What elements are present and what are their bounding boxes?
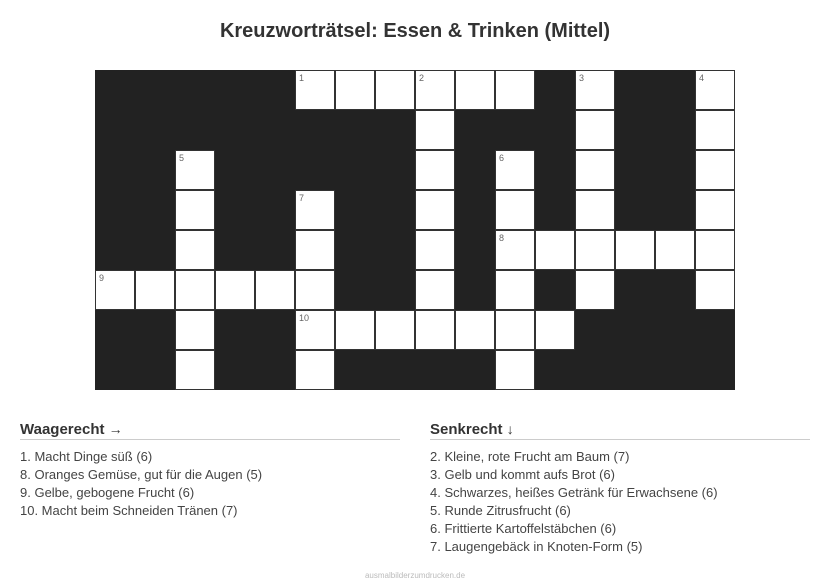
crossword-cell[interactable] bbox=[375, 310, 415, 350]
down-clue: 3. Gelb und kommt aufs Brot (6) bbox=[430, 467, 615, 482]
crossword-cell[interactable] bbox=[335, 310, 375, 350]
crossword-cell[interactable] bbox=[575, 70, 615, 110]
down-heading bbox=[430, 421, 810, 440]
crossword-cell[interactable] bbox=[415, 310, 455, 350]
down-heading-label: Senkrecht bbox=[430, 421, 503, 438]
crossword-cell[interactable] bbox=[95, 270, 135, 310]
crossword-cell[interactable] bbox=[495, 310, 535, 350]
crossword-cell[interactable] bbox=[695, 190, 735, 230]
across-heading bbox=[20, 421, 400, 440]
down-clue: 4. Schwarzes, heißes Getränk für Erwachsene (6) bbox=[430, 485, 718, 500]
clue-number: 6 bbox=[499, 153, 505, 163]
clue-number: 1 bbox=[299, 73, 305, 83]
clue-number: 3 bbox=[579, 73, 585, 83]
across-clue: 9. Gelbe, gebogene Frucht (6) bbox=[20, 485, 195, 500]
crossword-cell[interactable] bbox=[175, 270, 215, 310]
clue-number: 8 bbox=[499, 233, 505, 243]
crossword-cell[interactable] bbox=[295, 70, 335, 110]
crossword-cell[interactable] bbox=[535, 230, 575, 270]
puzzle-title: Kreuzworträtsel: Essen & Trinken (Mittel) bbox=[219, 20, 611, 42]
crossword-cell[interactable] bbox=[575, 270, 615, 310]
crossword-cell[interactable] bbox=[615, 230, 655, 270]
crossword-cell[interactable] bbox=[175, 190, 215, 230]
crossword-cell[interactable] bbox=[415, 70, 455, 110]
crossword-cell[interactable] bbox=[255, 270, 295, 310]
crossword-cell[interactable] bbox=[495, 150, 535, 190]
crossword-cell[interactable] bbox=[415, 110, 455, 150]
down-clue: 5. Runde Zitrusfrucht (6) bbox=[430, 503, 571, 518]
right-arrow-icon: → bbox=[108, 421, 123, 437]
crossword-cell[interactable] bbox=[175, 230, 215, 270]
crossword-cell[interactable] bbox=[495, 350, 535, 390]
crossword-cell[interactable] bbox=[215, 270, 255, 310]
crossword-cell[interactable] bbox=[295, 270, 335, 310]
crossword-cell[interactable] bbox=[175, 350, 215, 390]
crossword-cell[interactable] bbox=[495, 270, 535, 310]
crossword-cell[interactable] bbox=[695, 110, 735, 150]
clue-number: 4 bbox=[699, 73, 705, 83]
crossword-grid bbox=[95, 70, 735, 390]
crossword-cell[interactable] bbox=[295, 190, 335, 230]
crossword-cell[interactable] bbox=[295, 310, 335, 350]
across-clues-section bbox=[20, 421, 400, 520]
crossword-cell[interactable] bbox=[375, 70, 415, 110]
clue-number: 10 bbox=[299, 313, 310, 323]
crossword-cell[interactable] bbox=[175, 310, 215, 350]
crossword-cell[interactable] bbox=[455, 310, 495, 350]
crossword-cell[interactable] bbox=[695, 150, 735, 190]
crossword-cell[interactable] bbox=[175, 150, 215, 190]
down-arrow-icon: ↓ bbox=[506, 421, 514, 437]
across-clue: 10. Macht beim Schneiden Tränen (7) bbox=[20, 503, 238, 518]
crossword-cell[interactable] bbox=[415, 150, 455, 190]
crossword-cell[interactable] bbox=[415, 230, 455, 270]
crossword-cell[interactable] bbox=[535, 310, 575, 350]
across-clue: 8. Oranges Gemüse, gut für die Augen (5) bbox=[20, 467, 263, 482]
crossword-cell[interactable] bbox=[495, 70, 535, 110]
crossword-cell[interactable] bbox=[695, 270, 735, 310]
down-clue: 2. Kleine, rote Frucht am Baum (7) bbox=[430, 449, 630, 464]
clue-number: 2 bbox=[419, 73, 425, 83]
crossword-cell[interactable] bbox=[295, 230, 335, 270]
down-clue: 7. Laugengebäck in Knoten-Form (5) bbox=[430, 539, 643, 554]
across-heading-label: Waagerecht bbox=[20, 421, 105, 438]
crossword-cell[interactable] bbox=[455, 70, 495, 110]
footer-credit: ausmalbilderzumdrucken.de bbox=[364, 571, 466, 580]
crossword-cell[interactable] bbox=[575, 150, 615, 190]
crossword-cell[interactable] bbox=[135, 270, 175, 310]
crossword-cell[interactable] bbox=[495, 190, 535, 230]
crossword-cell[interactable] bbox=[695, 230, 735, 270]
crossword-cell[interactable] bbox=[295, 350, 335, 390]
crossword-cell[interactable] bbox=[415, 190, 455, 230]
crossword-cell[interactable] bbox=[335, 70, 375, 110]
crossword-cell[interactable] bbox=[415, 270, 455, 310]
crossword-cell[interactable] bbox=[695, 70, 735, 110]
crossword-cell[interactable] bbox=[575, 230, 615, 270]
clue-number: 9 bbox=[99, 273, 105, 283]
across-clue: 1. Macht Dinge süß (6) bbox=[20, 449, 153, 464]
clue-number: 5 bbox=[179, 153, 185, 163]
crossword-cell[interactable] bbox=[575, 110, 615, 150]
crossword-cell[interactable] bbox=[655, 230, 695, 270]
crossword-cell[interactable] bbox=[575, 190, 615, 230]
clue-number: 7 bbox=[299, 193, 305, 203]
down-clue: 6. Frittierte Kartoffelstäbchen (6) bbox=[430, 521, 617, 536]
down-clues-section bbox=[430, 421, 810, 556]
crossword-cell[interactable] bbox=[495, 230, 535, 270]
